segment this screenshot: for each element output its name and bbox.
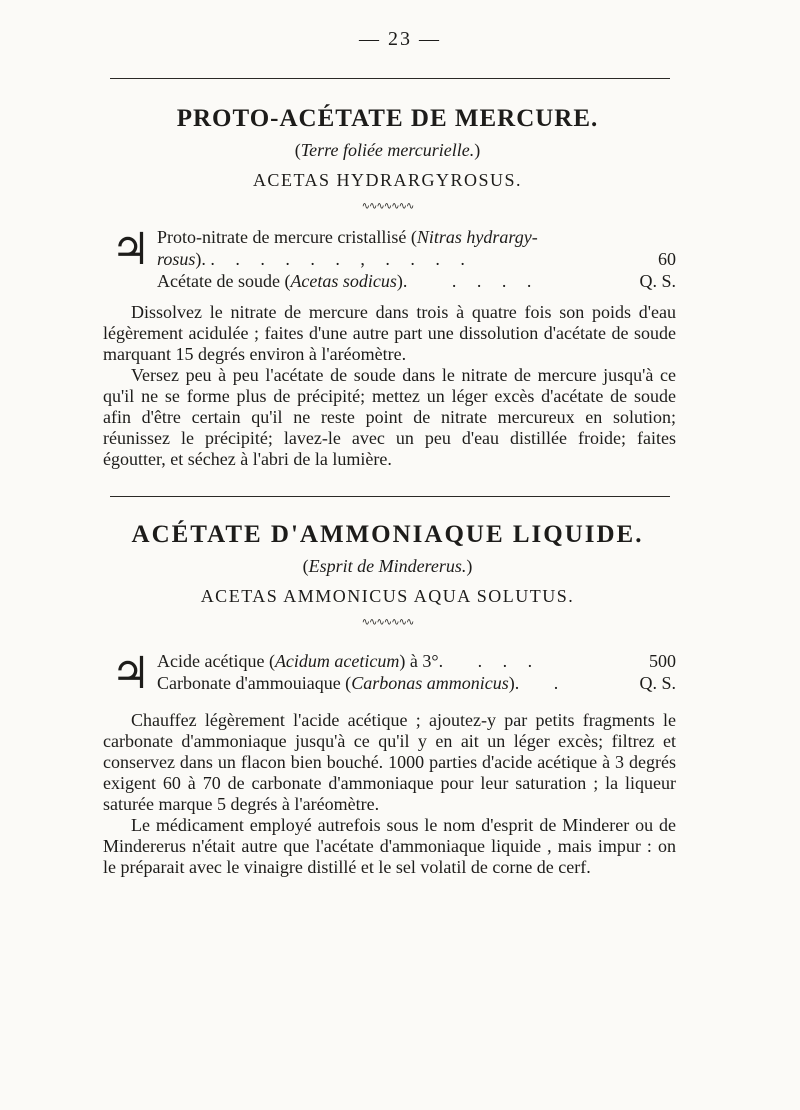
section-synonym — [95, 138, 680, 162]
leader-dots: . . . . — [451, 271, 540, 291]
ornament-divider: ∿∿∿∿∿∿∿ — [361, 617, 414, 628]
section-synonym — [95, 554, 680, 578]
paragraph: Chauffez légèrement l'acide acétique ; ajoutez-y par petits fragments le carbonate d'ammoniaque jusqu'à ce qu'il y en ait un léger excès; filtrez et conservez dans un flacon bien bouché. 1000 parties d'acide acétique à 3 degrés exigent 60 à 70 de carbonate d'ammoniaque pour leur saturation ; la liqueur saturée marque 5 degrés à l'aréomètre. — [103, 710, 676, 814]
ingredient-rest: ). — [195, 249, 206, 269]
ingredient-latin: Acetas sodicus — [290, 271, 397, 291]
ingredient-latin: Acidum aceticum — [274, 651, 400, 671]
section-title: ACÉTATE D'AMMONIAQUE LIQUIDE. — [131, 521, 644, 548]
section-divider — [110, 496, 670, 497]
ingredient-quantity: Q. S. — [639, 271, 676, 291]
section-proto-acetate — [95, 104, 680, 470]
recipe-block — [95, 226, 680, 292]
ingredient-quantity: 60 — [658, 249, 676, 269]
recipe-symbol-icon: ♃ — [111, 224, 151, 275]
ingredient-latin: rosus — [157, 249, 196, 269]
section-title: PROTO-ACÉTATE DE MERCURE. — [176, 105, 599, 132]
synonym-close: ) — [474, 140, 481, 160]
ingredient-quantity: Q. S. — [639, 673, 676, 693]
ingredient-text: Acide acétique ( — [157, 651, 275, 671]
synonym-open: ( — [294, 140, 301, 160]
synonym-close: ) — [466, 556, 473, 576]
paragraph: Le médicament employé autrefois sous le nom d'esprit de Minderer ou de Mindererus n'était autre que l'acétate d'ammoniaque liquide , mais impur : on le préparait avec le vinaigre distillé et le sel volatil de corne de cerf. — [103, 815, 676, 877]
ingredient-latin: Carbonas ammonicus — [351, 673, 509, 693]
paragraph: Versez peu à peu l'acétate de soude dans le nitrate de mercure jusqu'à ce qu'il ne se forme plus de précipité; mettez un léger excès d'acétate de soude afin d'être certain qu'il ne reste point de nitrate mercureux en solution; réunissez le précipité; lavez-le avec un peu d'eau distillée froide; faites égoutter, et séchez à l'abri de la lumière. — [103, 365, 676, 469]
ingredient-latin: Nitras hydrargy- — [416, 227, 538, 247]
ingredient-rest: ) à 3°. — [399, 651, 444, 671]
paragraph: Dissolvez le nitrate de mercure dans trois à quatre fois son poids d'eau légèrement acidulée ; faites d'une autre part une dissolution d'acétate de soude marquant 15 degrés environ à l'aréomètre. — [103, 302, 676, 364]
synonym-open: ( — [302, 556, 309, 576]
synonym-text: Terre foliée mercurielle. — [300, 140, 475, 160]
recipe-symbol-icon: ♃ — [111, 648, 151, 699]
ingredient-rest: ). — [396, 271, 408, 291]
latin-name: ACETAS HYDRARGYROSUS. — [252, 170, 523, 190]
ingredient-rest: ). — [508, 673, 520, 693]
leader-dots: . . . . . . , . . . . — [210, 249, 473, 269]
ingredient-text: Proto-nitrate de mercure cristallisé ( — [157, 227, 417, 247]
ingredient-quantity: 500 — [649, 651, 676, 671]
ingredient-text: Carbonate d'ammouiaque ( — [157, 673, 352, 693]
ingredient-line — [157, 672, 680, 694]
top-divider — [110, 78, 670, 79]
ingredient-line — [157, 650, 680, 672]
ornament-divider: ∿∿∿∿∿∿∿ — [361, 201, 414, 212]
instructions — [95, 710, 680, 878]
synonym-text: Esprit de Mindererus. — [308, 556, 467, 576]
latin-name: ACETAS AMMONICUS AQUA SOLUTUS. — [200, 586, 575, 606]
ingredient-line — [157, 248, 680, 270]
instructions — [95, 302, 680, 470]
ingredient-line — [157, 270, 680, 292]
leader-dots: . — [553, 673, 567, 693]
page-number: — 23 — — [359, 28, 441, 50]
section-acetate-ammoniaque — [95, 520, 680, 878]
ingredient-line — [157, 226, 680, 248]
recipe-block — [95, 648, 680, 699]
leader-dots: . . . — [477, 651, 541, 671]
ingredient-text: Acétate de soude ( — [157, 271, 291, 291]
